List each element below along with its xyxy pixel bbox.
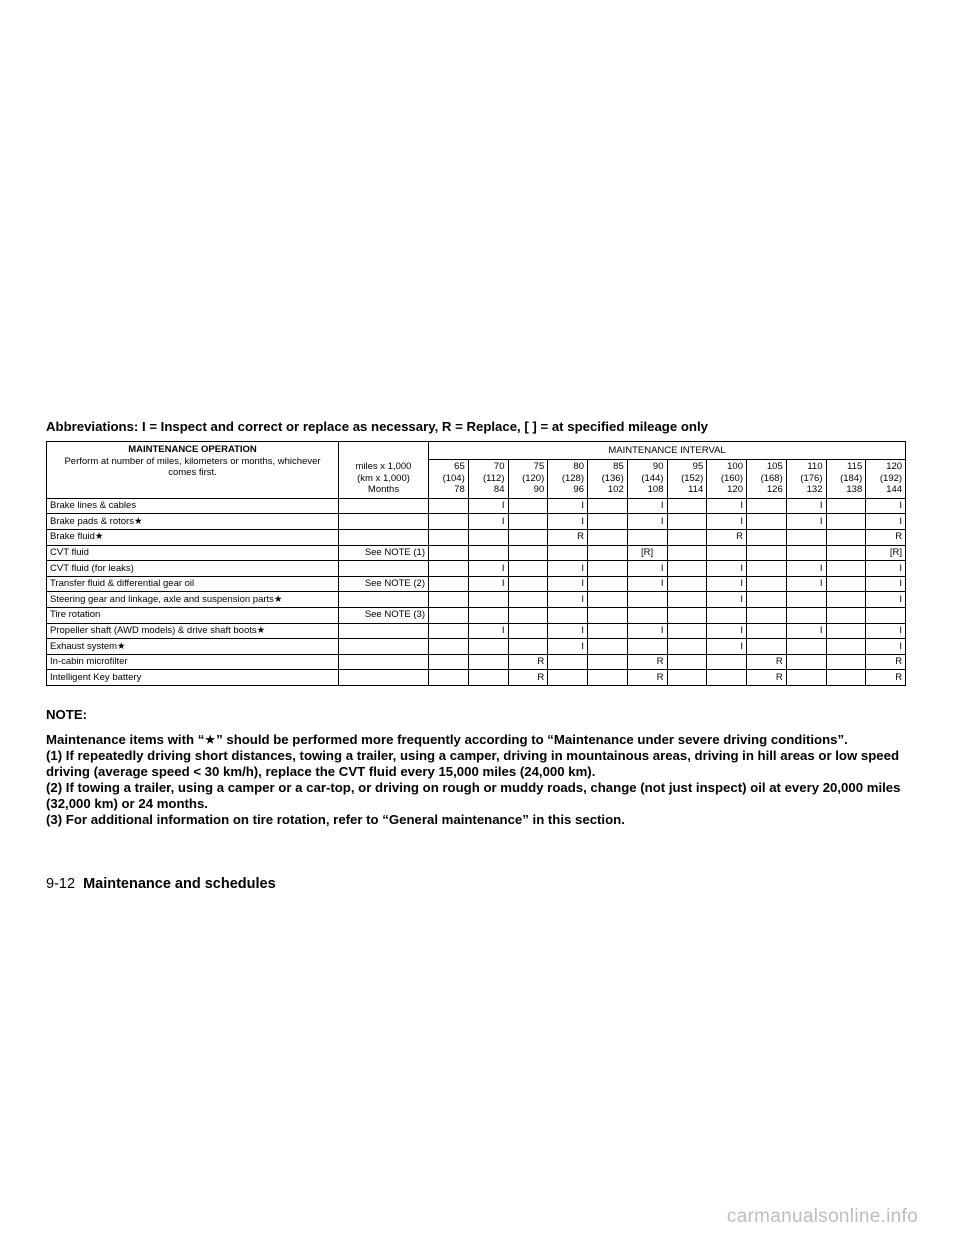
interval-mark bbox=[667, 576, 707, 592]
interval-mark bbox=[747, 561, 787, 577]
interval-mark: I bbox=[468, 576, 508, 592]
interval-mark bbox=[826, 639, 866, 655]
interval-mark bbox=[508, 623, 548, 639]
interval-km: (128) bbox=[561, 472, 584, 484]
interval-months: 102 bbox=[607, 484, 624, 496]
interval-miles: 115 bbox=[847, 461, 863, 472]
interval-mark bbox=[667, 639, 707, 655]
interval-mark: R bbox=[548, 529, 588, 545]
interval-mark bbox=[429, 654, 469, 670]
interval-months: 120 bbox=[727, 484, 743, 496]
maintenance-item: CVT fluid bbox=[47, 545, 339, 561]
maintenance-note-ref bbox=[339, 639, 429, 655]
maintenance-note-ref: See NOTE (3) bbox=[339, 607, 429, 623]
interval-header-cell bbox=[468, 460, 508, 499]
interval-months: 96 bbox=[573, 484, 584, 496]
interval-mark bbox=[826, 529, 866, 545]
interval-km: (136) bbox=[601, 472, 624, 484]
interval-mark: R bbox=[627, 670, 667, 686]
notes-heading: NOTE: bbox=[46, 707, 88, 722]
interval-mark bbox=[588, 654, 628, 670]
interval-mark bbox=[429, 639, 469, 655]
table-row bbox=[47, 607, 906, 623]
interval-mark bbox=[508, 529, 548, 545]
interval-mark bbox=[429, 514, 469, 530]
interval-months: 132 bbox=[806, 484, 823, 496]
maintenance-item: CVT fluid (for leaks) bbox=[47, 561, 339, 577]
interval-mark bbox=[588, 561, 628, 577]
interval-mark bbox=[588, 545, 628, 561]
interval-mark bbox=[667, 561, 707, 577]
table-row bbox=[47, 561, 906, 577]
interval-mark bbox=[667, 529, 707, 545]
interval-mark: I bbox=[548, 561, 588, 577]
interval-mark: I bbox=[866, 576, 906, 592]
interval-mark: [R] bbox=[627, 545, 667, 561]
interval-mark bbox=[826, 592, 866, 608]
interval-mark: R bbox=[866, 670, 906, 686]
maintenance-item: Steering gear and linkage, axle and suspension parts★ bbox=[47, 592, 339, 608]
interval-mark bbox=[588, 639, 628, 655]
interval-mark: I bbox=[468, 498, 508, 514]
interval-mark bbox=[747, 529, 787, 545]
interval-miles: 120 bbox=[886, 461, 903, 472]
interval-mark bbox=[468, 639, 508, 655]
table-row bbox=[47, 529, 906, 545]
maintenance-item: Propeller shaft (AWD models) & drive shaft boots★ bbox=[47, 623, 339, 639]
interval-mark: R bbox=[747, 654, 787, 670]
interval-mark bbox=[826, 545, 866, 561]
schedule-body bbox=[47, 498, 906, 685]
interval-mark: I bbox=[627, 514, 667, 530]
interval-mark bbox=[588, 607, 628, 623]
interval-mark: R bbox=[747, 670, 787, 686]
interval-mark bbox=[826, 514, 866, 530]
maintenance-item: Exhaust system★ bbox=[47, 639, 339, 655]
interval-mark: I bbox=[468, 623, 508, 639]
interval-mark bbox=[826, 607, 866, 623]
interval-mark: I bbox=[627, 498, 667, 514]
interval-months: 144 bbox=[886, 484, 903, 496]
interval-miles: 110 bbox=[807, 461, 823, 472]
interval-mark bbox=[747, 639, 787, 655]
interval-mark: I bbox=[707, 561, 747, 577]
units-header bbox=[339, 442, 429, 499]
note-2-gear-oil: (2) If towing a trailer, using a camper or a car-top, or driving on rough or muddy roads, change (not just inspect) oil at every 20,000 miles (32,000 km) or 24 months. bbox=[46, 780, 901, 811]
interval-km: (120) bbox=[522, 472, 545, 484]
maintenance-note-ref bbox=[339, 498, 429, 514]
interval-months: 108 bbox=[647, 484, 664, 496]
maintenance-item: Brake lines & cables bbox=[47, 498, 339, 514]
interval-mark: R bbox=[508, 670, 548, 686]
interval-mark bbox=[588, 529, 628, 545]
interval-miles: 85 bbox=[613, 461, 624, 472]
interval-mark bbox=[707, 654, 747, 670]
interval-mark: I bbox=[548, 592, 588, 608]
maintenance-item: In-cabin microfilter bbox=[47, 654, 339, 670]
interval-mark bbox=[786, 639, 826, 655]
interval-mark bbox=[588, 576, 628, 592]
interval-miles: 100 bbox=[727, 461, 743, 472]
interval-header-cell bbox=[786, 460, 826, 499]
interval-miles: 90 bbox=[652, 461, 664, 472]
table-row bbox=[47, 514, 906, 530]
interval-mark: R bbox=[866, 654, 906, 670]
interval-mark bbox=[508, 592, 548, 608]
interval-mark bbox=[786, 529, 826, 545]
interval-mark: R bbox=[866, 529, 906, 545]
table-row bbox=[47, 623, 906, 639]
interval-mark bbox=[786, 654, 826, 670]
interval-mark bbox=[747, 514, 787, 530]
interval-mark: I bbox=[707, 514, 747, 530]
interval-mark bbox=[747, 576, 787, 592]
maintenance-interval-header: MAINTENANCE INTERVAL bbox=[429, 442, 906, 460]
maintenance-note-ref: See NOTE (1) bbox=[339, 545, 429, 561]
interval-mark: I bbox=[866, 498, 906, 514]
note-3-tire-rotation: (3) For additional information on tire rotation, refer to “General maintenance” in this section. bbox=[46, 812, 625, 827]
interval-mark bbox=[747, 607, 787, 623]
interval-mark: I bbox=[786, 561, 826, 577]
interval-mark: I bbox=[707, 592, 747, 608]
interval-mark bbox=[588, 514, 628, 530]
interval-mark bbox=[468, 607, 508, 623]
interval-mark bbox=[747, 545, 787, 561]
interval-mark bbox=[786, 545, 826, 561]
interval-mark: I bbox=[548, 576, 588, 592]
interval-mark: I bbox=[866, 561, 906, 577]
interval-mark bbox=[826, 498, 866, 514]
interval-miles: 80 bbox=[573, 461, 584, 472]
interval-km: (144) bbox=[641, 472, 664, 484]
interval-mark: I bbox=[866, 639, 906, 655]
interval-mark bbox=[548, 607, 588, 623]
interval-mark: R bbox=[508, 654, 548, 670]
interval-km: (192) bbox=[879, 472, 903, 484]
interval-mark bbox=[508, 561, 548, 577]
interval-mark bbox=[468, 592, 508, 608]
maintenance-operation-header bbox=[47, 442, 339, 499]
maintenance-note-ref bbox=[339, 529, 429, 545]
units-months: Months bbox=[367, 484, 400, 496]
maintenance-note-ref bbox=[339, 561, 429, 577]
interval-mark bbox=[468, 654, 508, 670]
interval-miles: 105 bbox=[766, 461, 783, 472]
interval-mark: I bbox=[786, 498, 826, 514]
maintenance-note-ref bbox=[339, 654, 429, 670]
interval-mark bbox=[667, 623, 707, 639]
interval-mark: I bbox=[548, 623, 588, 639]
abbreviations-legend: Abbreviations: I = Inspect and correct or replace as necessary, R = Replace, [ ] = at specified mileage only bbox=[46, 419, 708, 434]
table-row bbox=[47, 545, 906, 561]
interval-mark bbox=[588, 592, 628, 608]
interval-mark bbox=[508, 607, 548, 623]
maintenance-item: Transfer fluid & differential gear oil bbox=[47, 576, 339, 592]
interval-mark bbox=[627, 592, 667, 608]
interval-header-cell bbox=[627, 460, 667, 499]
interval-mark bbox=[826, 670, 866, 686]
interval-miles: 65 bbox=[454, 461, 465, 472]
maintenance-schedule-table bbox=[46, 441, 906, 686]
table-row bbox=[47, 576, 906, 592]
maintenance-item: Tire rotation bbox=[47, 607, 339, 623]
interval-mark bbox=[707, 607, 747, 623]
interval-mark bbox=[588, 623, 628, 639]
interval-mark bbox=[667, 654, 707, 670]
notes-section bbox=[46, 707, 914, 828]
interval-header-cell bbox=[667, 460, 707, 499]
maintenance-operation-subtitle: Perform at number of miles, kilometers or months, whichever comes first. bbox=[64, 455, 321, 478]
table-row bbox=[47, 654, 906, 670]
interval-header-cell bbox=[588, 460, 628, 499]
section-title: Maintenance and schedules bbox=[83, 876, 276, 892]
interval-mark bbox=[429, 561, 469, 577]
interval-mark bbox=[786, 592, 826, 608]
interval-mark bbox=[468, 529, 508, 545]
interval-mark bbox=[826, 623, 866, 639]
interval-mark bbox=[786, 670, 826, 686]
interval-mark bbox=[786, 607, 826, 623]
interval-mark: I bbox=[627, 576, 667, 592]
interval-mark bbox=[707, 545, 747, 561]
interval-km: (168) bbox=[760, 472, 783, 484]
interval-mark: I bbox=[786, 514, 826, 530]
table-row bbox=[47, 592, 906, 608]
interval-mark bbox=[667, 592, 707, 608]
watermark: carmanualsonline.info bbox=[726, 1206, 918, 1227]
interval-km: (152) bbox=[681, 472, 704, 484]
interval-mark bbox=[508, 498, 548, 514]
interval-km: (160) bbox=[720, 472, 743, 484]
interval-mark: I bbox=[866, 514, 906, 530]
maintenance-item: Brake fluid★ bbox=[47, 529, 339, 545]
interval-months: 126 bbox=[766, 484, 783, 496]
page-number: 9-12 bbox=[46, 876, 76, 892]
interval-months: 84 bbox=[493, 484, 505, 496]
maintenance-note-ref bbox=[339, 592, 429, 608]
interval-mark bbox=[747, 498, 787, 514]
interval-mark: I bbox=[548, 498, 588, 514]
interval-miles: 75 bbox=[533, 461, 545, 472]
interval-mark bbox=[588, 670, 628, 686]
interval-mark bbox=[508, 576, 548, 592]
interval-months: 114 bbox=[688, 484, 704, 496]
table-header-row bbox=[47, 442, 906, 460]
maintenance-operation-title: MAINTENANCE OPERATION bbox=[128, 444, 257, 455]
interval-mark bbox=[667, 607, 707, 623]
interval-km: (112) bbox=[483, 472, 505, 484]
interval-km: (184) bbox=[840, 472, 863, 484]
table-row bbox=[47, 639, 906, 655]
interval-mark bbox=[468, 545, 508, 561]
interval-mark bbox=[429, 670, 469, 686]
interval-header-cell bbox=[429, 460, 469, 499]
interval-mark bbox=[826, 561, 866, 577]
interval-mark bbox=[747, 623, 787, 639]
maintenance-note-ref bbox=[339, 514, 429, 530]
interval-mark: I bbox=[786, 576, 826, 592]
interval-mark bbox=[667, 670, 707, 686]
interval-mark bbox=[429, 498, 469, 514]
interval-mark bbox=[667, 498, 707, 514]
interval-mark: [R] bbox=[866, 545, 906, 561]
interval-mark bbox=[429, 592, 469, 608]
interval-mark bbox=[429, 607, 469, 623]
interval-mark bbox=[548, 545, 588, 561]
interval-miles: 70 bbox=[493, 461, 505, 472]
interval-mark bbox=[627, 639, 667, 655]
maintenance-note-ref bbox=[339, 623, 429, 639]
note-severe-conditions: Maintenance items with “★” should be performed more frequently according to “Maintenance under severe driving conditions”. bbox=[46, 732, 848, 747]
interval-header-cell bbox=[707, 460, 747, 499]
maintenance-note-ref: See NOTE (2) bbox=[339, 576, 429, 592]
interval-header-cell bbox=[826, 460, 866, 499]
interval-miles: 95 bbox=[692, 461, 704, 472]
interval-mark bbox=[667, 545, 707, 561]
interval-mark: R bbox=[707, 529, 747, 545]
interval-mark: I bbox=[548, 514, 588, 530]
interval-mark: I bbox=[866, 623, 906, 639]
interval-mark: I bbox=[468, 514, 508, 530]
interval-mark bbox=[429, 529, 469, 545]
interval-mark bbox=[429, 545, 469, 561]
interval-months: 90 bbox=[533, 484, 545, 496]
interval-mark bbox=[707, 670, 747, 686]
maintenance-item: Brake pads & rotors★ bbox=[47, 514, 339, 530]
table-row bbox=[47, 498, 906, 514]
interval-months: 138 bbox=[846, 484, 863, 496]
interval-mark: I bbox=[707, 576, 747, 592]
interval-mark: I bbox=[707, 498, 747, 514]
interval-mark bbox=[508, 514, 548, 530]
interval-mark bbox=[429, 623, 469, 639]
interval-header-cell bbox=[508, 460, 548, 499]
table-row bbox=[47, 670, 906, 686]
interval-mark: I bbox=[866, 592, 906, 608]
units-km: (km x 1,000) bbox=[357, 472, 410, 484]
interval-mark bbox=[826, 654, 866, 670]
interval-mark bbox=[429, 576, 469, 592]
interval-mark bbox=[627, 529, 667, 545]
interval-mark bbox=[588, 498, 628, 514]
interval-months: 78 bbox=[454, 484, 465, 496]
interval-mark: I bbox=[468, 561, 508, 577]
maintenance-item: Intelligent Key battery bbox=[47, 670, 339, 686]
interval-mark: I bbox=[627, 561, 667, 577]
interval-mark: I bbox=[548, 639, 588, 655]
interval-mark bbox=[667, 514, 707, 530]
interval-header-cell bbox=[548, 460, 588, 499]
page-footer bbox=[46, 876, 276, 892]
note-1-cvt-fluid: (1) If repeatedly driving short distances, towing a trailer, using a camper, driving in mountainous areas, driving in hill areas or low speed driving (average speed < 30 km/h), replace the CVT fluid every 15,000 miles (24,000 km). bbox=[46, 748, 900, 779]
interval-km: (104) bbox=[442, 472, 465, 484]
interval-km: (176) bbox=[800, 472, 823, 484]
interval-mark bbox=[548, 670, 588, 686]
interval-mark: R bbox=[627, 654, 667, 670]
interval-mark bbox=[866, 607, 906, 623]
interval-mark bbox=[548, 654, 588, 670]
interval-mark: I bbox=[707, 639, 747, 655]
interval-mark bbox=[468, 670, 508, 686]
interval-mark bbox=[747, 592, 787, 608]
interval-header-cell bbox=[866, 460, 906, 499]
maintenance-note-ref bbox=[339, 670, 429, 686]
interval-mark bbox=[508, 545, 548, 561]
interval-mark bbox=[508, 639, 548, 655]
interval-header-cell bbox=[747, 460, 787, 499]
interval-mark bbox=[826, 576, 866, 592]
units-miles: miles x 1,000 bbox=[355, 461, 412, 472]
interval-mark: I bbox=[627, 623, 667, 639]
interval-mark: I bbox=[707, 623, 747, 639]
interval-mark bbox=[627, 607, 667, 623]
interval-mark: I bbox=[786, 623, 826, 639]
